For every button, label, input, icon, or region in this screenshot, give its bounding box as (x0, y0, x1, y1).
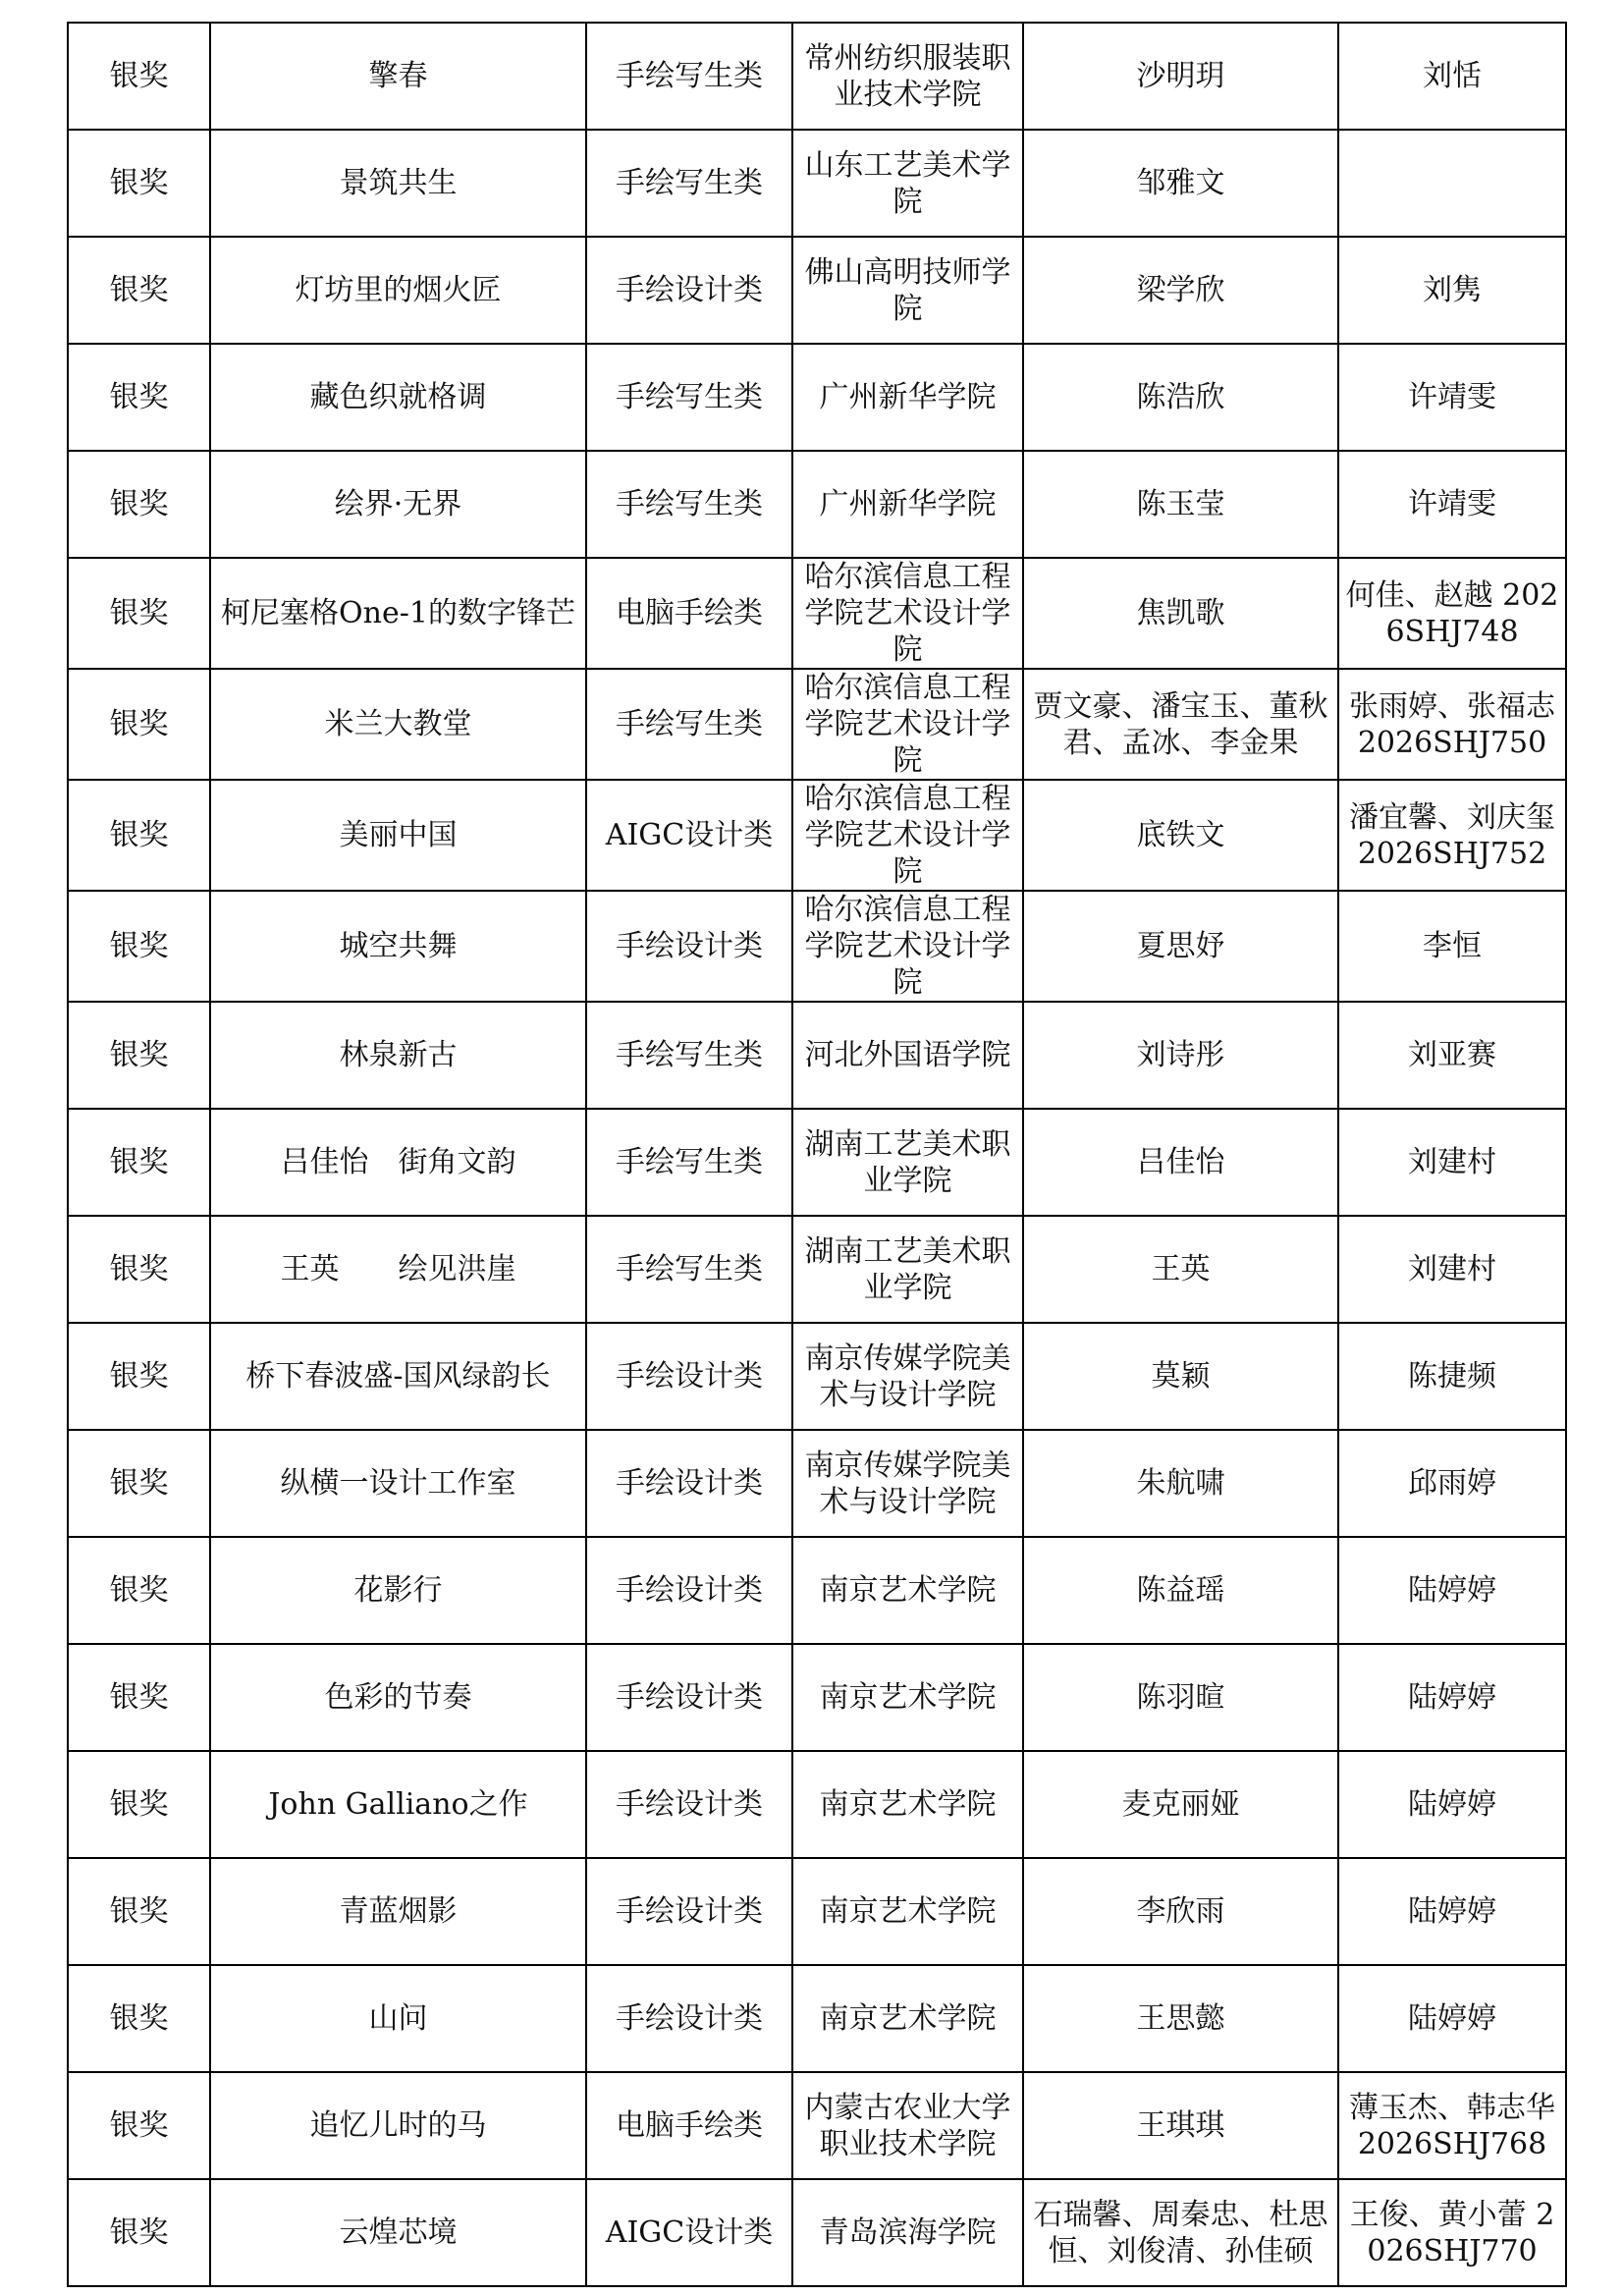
teacher-cell: 王俊、黄小蕾 2026SHJ770 (1338, 2179, 1566, 2286)
work-title-cell: 云煌芯境 (210, 2179, 586, 2286)
teacher-cell: 许靖雯 (1338, 344, 1566, 451)
award-cell: 银奖 (68, 451, 210, 558)
author-cell: 焦凯歌 (1023, 558, 1338, 669)
work-title-cell: 景筑共生 (210, 130, 586, 237)
author-cell: 陈浩欣 (1023, 344, 1338, 451)
work-title-cell: 绘界·无界 (210, 451, 586, 558)
teacher-cell: 刘隽 (1338, 237, 1566, 344)
award-cell: 银奖 (68, 1323, 210, 1430)
teacher-cell: 薄玉杰、韩志华 2026SHJ768 (1338, 2072, 1566, 2179)
category-cell: 手绘设计类 (586, 1965, 792, 2072)
teacher-cell: 潘宜馨、刘庆玺 2026SHJ752 (1338, 780, 1566, 891)
teacher-cell: 陈捷频 (1338, 1323, 1566, 1430)
award-cell: 银奖 (68, 237, 210, 344)
author-cell: 王英 (1023, 1216, 1338, 1323)
table-row (68, 237, 1566, 344)
category-cell: 手绘写生类 (586, 1002, 792, 1109)
author-cell: 陈益瑶 (1023, 1537, 1338, 1644)
work-title-cell: 山问 (210, 1965, 586, 2072)
table-row (68, 1537, 1566, 1644)
author-cell: 陈玉莹 (1023, 451, 1338, 558)
award-cell: 银奖 (68, 1537, 210, 1644)
category-cell: 手绘设计类 (586, 237, 792, 344)
school-cell: 湖南工艺美术职业学院 (792, 1109, 1023, 1216)
award-cell: 银奖 (68, 1751, 210, 1858)
category-cell: 手绘写生类 (586, 451, 792, 558)
table-row (68, 1109, 1566, 1216)
school-cell: 广州新华学院 (792, 451, 1023, 558)
teacher-cell: 张雨婷、张福志 2026SHJ750 (1338, 669, 1566, 780)
teacher-cell: 陆婷婷 (1338, 1644, 1566, 1751)
category-cell: 电脑手绘类 (586, 2072, 792, 2179)
category-cell: 手绘写生类 (586, 1109, 792, 1216)
school-cell: 南京传媒学院美术与设计学院 (792, 1323, 1023, 1430)
work-title-cell: 城空共舞 (210, 891, 586, 1002)
category-cell: 手绘设计类 (586, 1644, 792, 1751)
category-cell: AIGC设计类 (586, 2179, 792, 2286)
table-row (68, 780, 1566, 891)
table-row (68, 1751, 1566, 1858)
award-cell: 银奖 (68, 23, 210, 130)
category-cell: 手绘写生类 (586, 1216, 792, 1323)
author-cell: 石瑞馨、周秦忠、杜思恒、刘俊清、孙佳硕 (1023, 2179, 1338, 2286)
work-title-cell: 藏色织就格调 (210, 344, 586, 451)
teacher-cell: 陆婷婷 (1338, 1965, 1566, 2072)
teacher-cell: 许靖雯 (1338, 451, 1566, 558)
award-cell: 银奖 (68, 1430, 210, 1537)
author-cell: 王思懿 (1023, 1965, 1338, 2072)
author-cell: 王琪琪 (1023, 2072, 1338, 2179)
author-cell: 沙明玥 (1023, 23, 1338, 130)
table-row (68, 1644, 1566, 1751)
award-cell: 银奖 (68, 1644, 210, 1751)
work-title-cell: 追忆儿时的马 (210, 2072, 586, 2179)
category-cell: 手绘写生类 (586, 23, 792, 130)
author-cell: 邹雅文 (1023, 130, 1338, 237)
award-cell: 银奖 (68, 1216, 210, 1323)
category-cell: 手绘设计类 (586, 1858, 792, 1965)
work-title-cell: 灯坊里的烟火匠 (210, 237, 586, 344)
award-cell: 银奖 (68, 669, 210, 780)
school-cell: 南京艺术学院 (792, 1644, 1023, 1751)
teacher-cell: 刘恬 (1338, 23, 1566, 130)
category-cell: 电脑手绘类 (586, 558, 792, 669)
work-title-cell: 花影行 (210, 1537, 586, 1644)
category-cell: 手绘设计类 (586, 891, 792, 1002)
school-cell: 南京艺术学院 (792, 1751, 1023, 1858)
table-row (68, 451, 1566, 558)
author-cell: 陈羽暄 (1023, 1644, 1338, 1751)
school-cell: 哈尔滨信息工程学院艺术设计学院 (792, 780, 1023, 891)
author-cell: 梁学欣 (1023, 237, 1338, 344)
table-row (68, 1323, 1566, 1430)
school-cell: 山东工艺美术学院 (792, 130, 1023, 237)
school-cell: 佛山高明技师学院 (792, 237, 1023, 344)
work-title-cell: 吕佳怡 街角文韵 (210, 1109, 586, 1216)
category-cell: 手绘写生类 (586, 669, 792, 780)
award-cell: 银奖 (68, 2072, 210, 2179)
school-cell: 哈尔滨信息工程学院艺术设计学院 (792, 669, 1023, 780)
category-cell: 手绘设计类 (586, 1537, 792, 1644)
school-cell: 南京艺术学院 (792, 1537, 1023, 1644)
table-row (68, 558, 1566, 669)
table-row (68, 344, 1566, 451)
teacher-cell: 陆婷婷 (1338, 1751, 1566, 1858)
category-cell: 手绘设计类 (586, 1751, 792, 1858)
work-title-cell: 青蓝烟影 (210, 1858, 586, 1965)
work-title-cell: 王英 绘见洪崖 (210, 1216, 586, 1323)
school-cell: 青岛滨海学院 (792, 2179, 1023, 2286)
author-cell: 麦克丽娅 (1023, 1751, 1338, 1858)
school-cell: 哈尔滨信息工程学院艺术设计学院 (792, 891, 1023, 1002)
school-cell: 内蒙古农业大学职业技术学院 (792, 2072, 1023, 2179)
category-cell: 手绘设计类 (586, 1430, 792, 1537)
work-title-cell: 柯尼塞格One-1的数字锋芒 (210, 558, 586, 669)
work-title-cell: John Galliano之作 (210, 1751, 586, 1858)
school-cell: 哈尔滨信息工程学院艺术设计学院 (792, 558, 1023, 669)
category-cell: 手绘写生类 (586, 130, 792, 237)
award-cell: 银奖 (68, 558, 210, 669)
school-cell: 南京传媒学院美术与设计学院 (792, 1430, 1023, 1537)
award-cell: 银奖 (68, 1109, 210, 1216)
table-row (68, 2179, 1566, 2286)
author-cell: 莫颖 (1023, 1323, 1338, 1430)
author-cell: 李欣雨 (1023, 1858, 1338, 1965)
awards-table (67, 22, 1567, 2287)
teacher-cell: 陆婷婷 (1338, 1858, 1566, 1965)
school-cell: 南京艺术学院 (792, 1858, 1023, 1965)
author-cell: 刘诗彤 (1023, 1002, 1338, 1109)
school-cell: 广州新华学院 (792, 344, 1023, 451)
award-cell: 银奖 (68, 344, 210, 451)
table-row (68, 1216, 1566, 1323)
work-title-cell: 林泉新古 (210, 1002, 586, 1109)
work-title-cell: 桥下春波盛-国风绿韵长 (210, 1323, 586, 1430)
category-cell: 手绘设计类 (586, 1323, 792, 1430)
award-cell: 银奖 (68, 130, 210, 237)
school-cell: 常州纺织服装职业技术学院 (792, 23, 1023, 130)
table-row (68, 23, 1566, 130)
teacher-cell: 何佳、赵越 2026SHJ748 (1338, 558, 1566, 669)
work-title-cell: 色彩的节奏 (210, 1644, 586, 1751)
teacher-cell (1338, 130, 1566, 237)
award-cell: 银奖 (68, 1965, 210, 2072)
work-title-cell: 米兰大教堂 (210, 669, 586, 780)
teacher-cell: 刘建村 (1338, 1216, 1566, 1323)
work-title-cell: 纵横一设计工作室 (210, 1430, 586, 1537)
award-cell: 银奖 (68, 1858, 210, 1965)
school-cell: 南京艺术学院 (792, 1965, 1023, 2072)
teacher-cell: 陆婷婷 (1338, 1537, 1566, 1644)
table-row (68, 1858, 1566, 1965)
award-cell: 银奖 (68, 780, 210, 891)
author-cell: 夏思妤 (1023, 891, 1338, 1002)
awards-table-body (68, 23, 1566, 2286)
award-cell: 银奖 (68, 1002, 210, 1109)
teacher-cell: 刘亚赛 (1338, 1002, 1566, 1109)
teacher-cell: 邱雨婷 (1338, 1430, 1566, 1537)
author-cell: 底铁文 (1023, 780, 1338, 891)
table-row (68, 669, 1566, 780)
award-cell: 银奖 (68, 2179, 210, 2286)
work-title-cell: 擎春 (210, 23, 586, 130)
author-cell: 朱航啸 (1023, 1430, 1338, 1537)
author-cell: 吕佳怡 (1023, 1109, 1338, 1216)
category-cell: AIGC设计类 (586, 780, 792, 891)
teacher-cell: 刘建村 (1338, 1109, 1566, 1216)
table-row (68, 2072, 1566, 2179)
table-row (68, 1965, 1566, 2072)
teacher-cell: 李恒 (1338, 891, 1566, 1002)
category-cell: 手绘写生类 (586, 344, 792, 451)
table-row (68, 1002, 1566, 1109)
table-row (68, 130, 1566, 237)
award-cell: 银奖 (68, 891, 210, 1002)
work-title-cell: 美丽中国 (210, 780, 586, 891)
author-cell: 贾文豪、潘宝玉、董秋君、孟冰、李金果 (1023, 669, 1338, 780)
school-cell: 河北外国语学院 (792, 1002, 1023, 1109)
table-row (68, 891, 1566, 1002)
table-row (68, 1430, 1566, 1537)
school-cell: 湖南工艺美术职业学院 (792, 1216, 1023, 1323)
